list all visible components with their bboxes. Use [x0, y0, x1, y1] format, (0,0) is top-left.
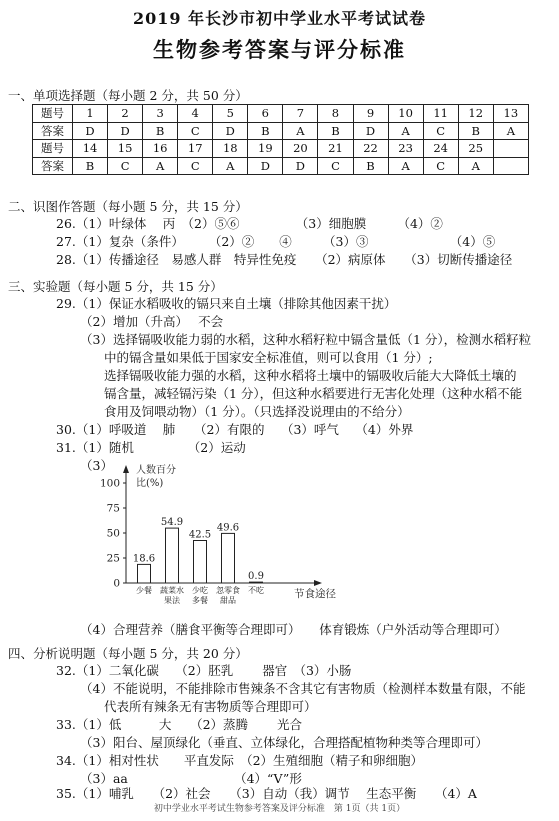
table-cell: 19	[248, 140, 283, 158]
table-cell: D	[353, 122, 388, 140]
section1-heading: 一、单项选择题（每小题 2 分，共 50 分）	[8, 88, 248, 103]
data-label: 0.9	[248, 571, 264, 583]
row-label-answer: 答案	[33, 122, 73, 140]
section2-heading: 二、识图作答题（每小题 5 分，共 15 分）	[8, 199, 248, 214]
answer-line: 30.（1）呼吸道 肺 （2）有限的 （3）呼气 （4）外界	[56, 422, 414, 437]
answer-line: 33.（1）低 大 （2）蒸腾 光合	[56, 717, 303, 732]
answer-line: 选择镉吸收能力强的水稻，这种水稻将土壤中的镉吸收后能大大降低土壤的	[104, 368, 517, 383]
answer-line: 26.（1）叶绿体 丙 （2）⑤⑥ （3）细胞膜 （4）②	[56, 216, 443, 231]
x-tick-label-cont: 多餐	[192, 596, 208, 605]
table-cell	[493, 140, 528, 158]
table-cell: A	[213, 157, 248, 175]
x-tick-label: 少餐	[136, 586, 152, 595]
y-axis-label-cont: 比(%)	[136, 478, 164, 489]
table-cell: 18	[213, 140, 248, 158]
y-tick-label: 0	[113, 577, 120, 590]
table-cell: 8	[318, 105, 353, 123]
table-cell: C	[423, 157, 458, 175]
x-axis-label: 节食途径	[294, 588, 336, 600]
table-cell: A	[143, 157, 178, 175]
table-cell: C	[178, 122, 213, 140]
table-cell: 1	[73, 105, 108, 123]
page-footer: 初中学业水平考试生物参考答案及评分标准 第 1页（共 1页）	[153, 804, 406, 814]
answer-line: 28.（1）传播途径 易感人群 特异性免疫 （2）病原体 （3）切断传播途径	[56, 252, 513, 267]
table-cell: 14	[73, 140, 108, 158]
table-cell: 10	[388, 105, 423, 123]
table-cell: 16	[143, 140, 178, 158]
table-cell: A	[458, 157, 493, 175]
table-cell: A	[388, 122, 423, 140]
table-cell: 11	[423, 105, 458, 123]
table-cell: C	[178, 157, 213, 175]
answer-line: （3）选择镉吸收能力弱的水稻，这种水稻籽粒中镉含量低（1 分），检测水稻籽粒	[80, 332, 532, 347]
x-tick-label: 蔬菜水	[160, 586, 184, 595]
table-cell: 23	[388, 140, 423, 158]
table-cell: D	[73, 122, 108, 140]
table-cell: 21	[318, 140, 353, 158]
y-tick-label: 25	[106, 552, 120, 565]
answer-line: （2）增加（升高） 不会	[80, 314, 224, 329]
table-cell: A	[283, 122, 318, 140]
data-label: 18.6	[132, 553, 156, 565]
x-tick-label: 忽零食	[216, 586, 240, 595]
table-row-answers-1	[33, 122, 529, 140]
table-cell: 4	[178, 105, 213, 123]
table-cell: B	[318, 122, 353, 140]
answer-line: 31.（1）随机 （2）运动	[56, 440, 246, 455]
table-cell: A	[493, 122, 528, 140]
table-row-answers-2	[33, 157, 529, 175]
row-label-question: 题号	[33, 140, 73, 158]
answer-line: （3）阳台、屋顶绿化（垂直、立体绿化，合理搭配植物种类等合理即可）	[80, 735, 488, 750]
table-cell: B	[248, 122, 283, 140]
table-cell: C	[423, 122, 458, 140]
data-label: 49.6	[216, 522, 240, 534]
bar	[194, 541, 207, 584]
table-cell: A	[388, 157, 423, 175]
table-cell: B	[143, 122, 178, 140]
table-row-question-numbers-2	[33, 140, 529, 158]
table-cell: 25	[458, 140, 493, 158]
row-label-question: 题号	[33, 105, 73, 123]
answer-line: 中的镉含量如果低于国家安全标准值，则可以食用（1 分）;	[104, 350, 433, 365]
data-label: 42.5	[188, 529, 212, 541]
table-cell: C	[108, 157, 143, 175]
answer-line: 镉含量，减轻镉污染（1 分），但这种水稻要进行无害化处理（这种水稻不能	[104, 386, 523, 401]
row-label-answer: 答案	[33, 157, 73, 175]
table-cell: 24	[423, 140, 458, 158]
answer-line: （4）不能说明，不能排除市售辣条不含其它有害物质（检测样本数量有限，不能	[80, 681, 526, 696]
answer-line: （3）	[80, 458, 113, 473]
answer-table	[32, 104, 529, 175]
y-tick-label: 100	[99, 477, 120, 490]
table-cell: B	[73, 157, 108, 175]
bar-chart	[88, 455, 358, 615]
table-cell: 17	[178, 140, 213, 158]
section3-heading: 三、实验题（每小题 5 分，共 15 分）	[8, 279, 223, 294]
answer-line: 32.（1）二氧化碳 （2）胚乳 器官 （3）小肠	[56, 663, 352, 678]
section4-heading: 四、分析说明题（每小题 5 分，共 20 分）	[8, 646, 248, 661]
table-cell: D	[213, 122, 248, 140]
table-cell: 3	[143, 105, 178, 123]
table-cell: 6	[248, 105, 283, 123]
table-cell: D	[108, 122, 143, 140]
table-cell	[493, 157, 528, 175]
table-cell: 12	[458, 105, 493, 123]
table-cell: D	[283, 157, 318, 175]
table-cell: 7	[283, 105, 318, 123]
answer-line: （4）合理营养（膳食平衡等合理即可） 体育锻炼（户外活动等合理即可）	[80, 622, 507, 637]
answer-line: 食用及饲喂动物）（1 分）。（只选择没说理由的不给分）	[104, 404, 410, 419]
x-tick-label: 少吃	[192, 586, 208, 595]
bar	[138, 564, 151, 583]
table-cell: 2	[108, 105, 143, 123]
table-cell: D	[248, 157, 283, 175]
answer-line: 29.（1）保证水稻吸收的镉只来自土壤（排除其他因素干扰）	[56, 296, 397, 311]
y-axis-label: 人数百分	[136, 465, 176, 476]
table-cell: B	[353, 157, 388, 175]
answer-line: 34.（1）相对性状 平直发际 （2）生殖细胞（精子和卵细胞）	[56, 753, 424, 768]
bar	[222, 533, 235, 583]
y-axis-arrow-icon	[123, 465, 129, 473]
table-cell: 9	[353, 105, 388, 123]
table-row-question-numbers-1	[33, 105, 529, 123]
table-cell: 15	[108, 140, 143, 158]
table-cell: B	[458, 122, 493, 140]
x-tick-label-cont: 甜品	[220, 596, 236, 605]
y-tick-label: 50	[106, 527, 120, 540]
answer-line: 代表所有辣条无有害物质等合理即可）	[104, 699, 317, 714]
table-cell: 13	[493, 105, 528, 123]
answer-line: 27.（1）复杂（条件） （2）② ④ （3）③ （4）⑤	[56, 234, 496, 249]
x-tick-label-cont: 果法	[164, 596, 180, 605]
answer-line: （3）aa （4）“V”形	[80, 771, 302, 786]
x-axis-arrow-icon	[314, 580, 322, 586]
table-cell: 5	[213, 105, 248, 123]
table-cell: 22	[353, 140, 388, 158]
exam-subtitle: 生物参考答案与评分标准	[153, 37, 406, 62]
exam-title: 2019 年长沙市初中学业水平考试试卷	[132, 9, 427, 28]
y-tick-label: 75	[106, 502, 120, 515]
table-cell: C	[318, 157, 353, 175]
data-label: 54.9	[160, 517, 184, 529]
table-cell: 20	[283, 140, 318, 158]
bar	[166, 528, 179, 583]
answer-line: 35.（1）哺乳 （2）社会 （3）自动（我）调节 生态平衡 （4）A	[56, 786, 477, 801]
bar	[250, 582, 263, 583]
x-tick-label: 不吃	[248, 586, 264, 595]
